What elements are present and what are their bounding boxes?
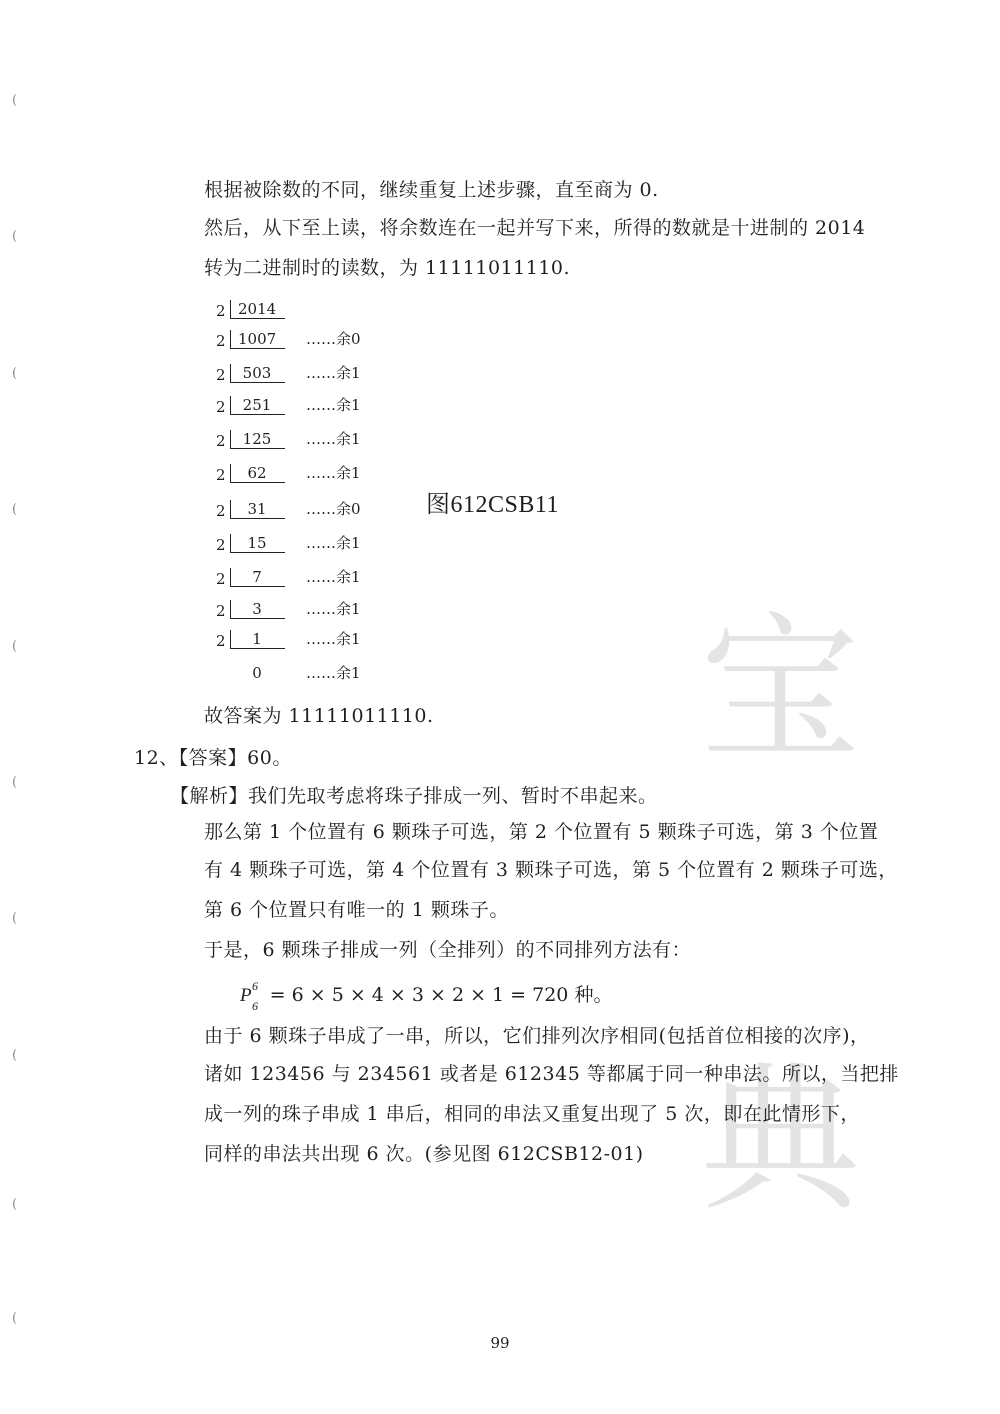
binding-hole-mark: ( bbox=[12, 229, 18, 244]
remainder: ……余1 bbox=[306, 430, 361, 448]
binding-hole-mark: ( bbox=[12, 911, 18, 926]
division-row bbox=[210, 496, 410, 524]
paragraph-line: 成一列的珠子串成 1 串后，相同的串法又重复出现了 5 次，即在此情形下， bbox=[204, 1103, 860, 1125]
short-division-diagram bbox=[210, 296, 410, 686]
binding-hole-mark: ( bbox=[12, 1311, 18, 1326]
dividend: 15 bbox=[247, 534, 267, 552]
paragraph-line: 那么第 1 个位置有 6 颗珠子可选，第 2 个位置有 5 颗珠子可选，第 3 个位置 bbox=[204, 821, 879, 843]
divisor: 2 bbox=[216, 332, 226, 350]
dividend: 3 bbox=[252, 600, 262, 618]
paragraph-line: 根据被除数的不同，继续重复上述步骤，直至商为 0. bbox=[204, 179, 659, 201]
paragraph-line: 然后，从下至上读，将余数连在一起并写下来，所得的数就是十进制的 2014 bbox=[204, 217, 866, 239]
dividend: 251 bbox=[242, 396, 272, 414]
paragraph-line: 诸如 123456 与 234561 或者是 612345 等都属于同一种串法。所以，当把排 bbox=[204, 1063, 899, 1085]
division-row bbox=[210, 596, 410, 624]
formula-superscript: 6 bbox=[252, 979, 258, 993]
divisor: 2 bbox=[216, 570, 226, 588]
watermark-character: 典 bbox=[700, 1046, 861, 1233]
divisor: 2 bbox=[216, 398, 226, 416]
binding-hole-mark: ( bbox=[12, 93, 18, 108]
formula-expression: = 6 × 5 × 4 × 3 × 2 × 1 = 720 种。 bbox=[263, 984, 613, 1006]
dividend: 503 bbox=[242, 364, 272, 382]
binding-hole-mark: ( bbox=[12, 775, 18, 790]
dividend: 125 bbox=[242, 430, 272, 448]
binding-hole-mark: ( bbox=[12, 639, 18, 654]
dividend: 62 bbox=[247, 464, 267, 482]
division-row bbox=[210, 626, 410, 654]
paragraph-line: 由于 6 颗珠子串成了一串，所以，它们排列次序相同(包括首位相接的次序)， bbox=[204, 1025, 870, 1047]
paragraph-line: 同样的串法共出现 6 次。(参见图 612CSB12-01) bbox=[204, 1143, 644, 1165]
divisor: 2 bbox=[216, 536, 226, 554]
dividend: 7 bbox=[252, 568, 262, 586]
remainder: ……余1 bbox=[306, 396, 361, 414]
remainder: ……余1 bbox=[306, 630, 361, 648]
remainder: ……余1 bbox=[306, 464, 361, 482]
analysis-heading: 【解析】我们先取考虑将珠子排成一列、暂时不串起来。 bbox=[170, 785, 658, 807]
dividend: 31 bbox=[247, 500, 267, 518]
answer-line: 故答案为 11111011110. bbox=[204, 705, 434, 727]
remainder: ……余1 bbox=[306, 534, 361, 552]
division-row bbox=[210, 392, 410, 420]
dividend: 1007 bbox=[238, 330, 277, 348]
formula-symbol: P 6 6 bbox=[240, 979, 258, 1013]
remainder: ……余1 bbox=[306, 664, 361, 682]
divisor: 2 bbox=[216, 602, 226, 620]
remainder: ……余1 bbox=[306, 568, 361, 586]
paragraph-line: 第 6 个位置只有唯一的 1 颗珠子。 bbox=[204, 899, 509, 921]
divisor: 2 bbox=[216, 632, 226, 650]
binding-hole-mark: ( bbox=[12, 502, 18, 517]
dividend: 1 bbox=[252, 630, 262, 648]
dividend: 2014 bbox=[238, 300, 277, 318]
division-row bbox=[210, 530, 410, 558]
dividend: 0 bbox=[252, 664, 262, 682]
paragraph-line: 转为二进制时的读数，为 11111011110. bbox=[204, 257, 571, 279]
paragraph-line: 有 4 颗珠子可选，第 4 个位置有 3 颗珠子可选，第 5 个位置有 2 颗珠子可选， bbox=[204, 859, 898, 881]
division-row bbox=[210, 426, 410, 454]
division-row bbox=[210, 360, 410, 388]
divisor: 2 bbox=[216, 366, 226, 384]
remainder: ……余1 bbox=[306, 364, 361, 382]
remainder: ……余0 bbox=[306, 500, 361, 518]
divisor: 2 bbox=[216, 502, 226, 520]
figure-label: 图612CSB11 bbox=[426, 492, 559, 518]
divisor: 2 bbox=[216, 432, 226, 450]
divisor: 2 bbox=[216, 466, 226, 484]
division-row bbox=[210, 296, 410, 324]
binding-hole-mark: ( bbox=[12, 1048, 18, 1063]
division-row bbox=[210, 564, 410, 592]
division-row bbox=[210, 326, 410, 354]
page-number: 99 bbox=[490, 1334, 510, 1352]
division-row bbox=[210, 460, 410, 488]
formula-subscript: 6 bbox=[252, 999, 258, 1013]
permutation-formula bbox=[240, 979, 613, 1013]
division-row bbox=[210, 660, 410, 688]
binding-hole-mark: ( bbox=[12, 1197, 18, 1212]
watermark-character: 宝 bbox=[700, 596, 861, 783]
binding-hole-mark: ( bbox=[12, 366, 18, 381]
question-answer-heading: 12、【答案】60。 bbox=[134, 747, 292, 769]
paragraph-line: 于是，6 颗珠子排成一列（全排列）的不同排列方法有： bbox=[204, 939, 692, 961]
remainder: ……余1 bbox=[306, 600, 361, 618]
divisor: 2 bbox=[216, 302, 226, 320]
remainder: ……余0 bbox=[306, 330, 361, 348]
